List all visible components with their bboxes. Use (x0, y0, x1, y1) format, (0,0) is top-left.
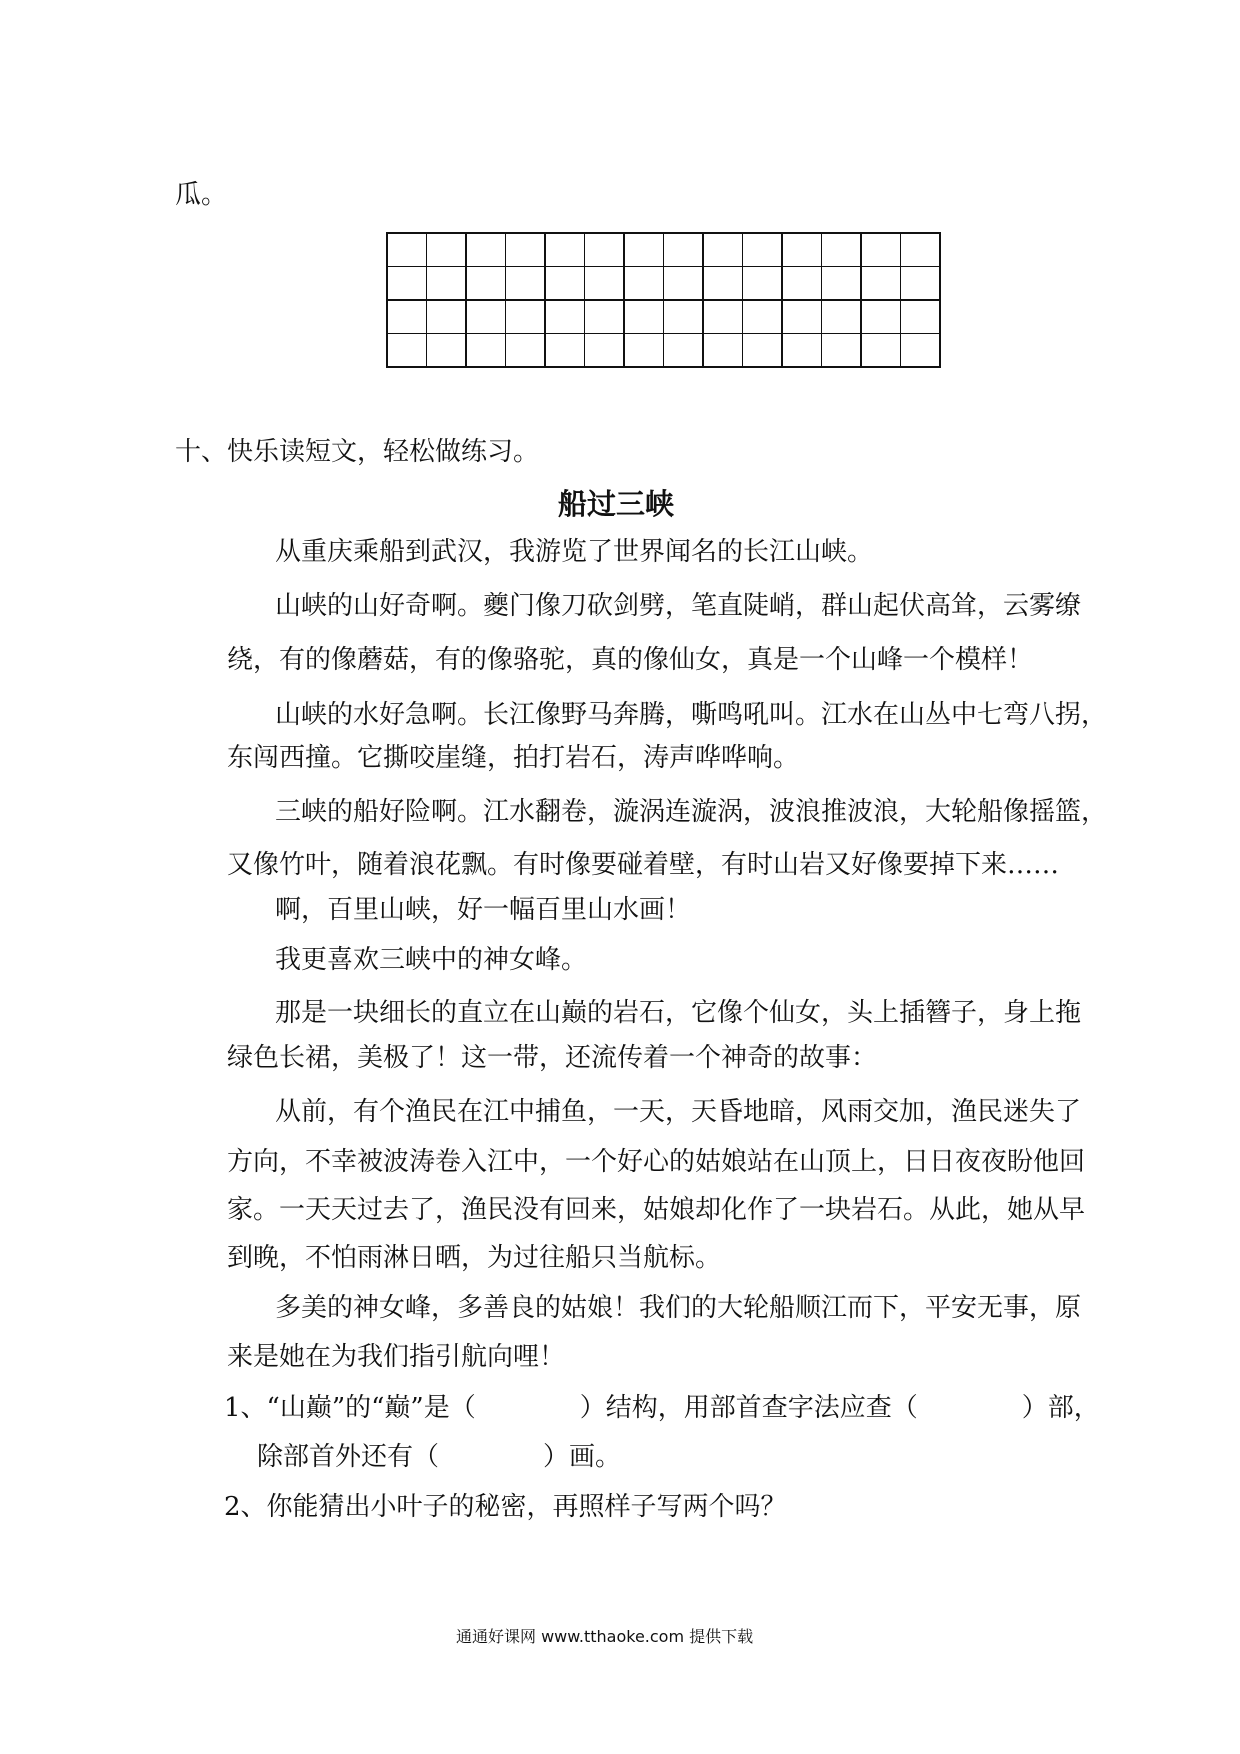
article-line: 家。一天天过去了，渔民没有回来，姑娘却化作了一块岩石。从此，她从早 (227, 1195, 1086, 1225)
article-title: 船过三峡 (558, 487, 675, 521)
grid-cell (427, 300, 467, 334)
grid-cell (506, 267, 546, 301)
article-line: 东闯西撞。它撕咬崖缝，拍打岩石，涛声哗哗响。 (227, 743, 800, 773)
grid-cell (427, 334, 467, 368)
grid-cell (703, 300, 743, 334)
grid-cell (861, 334, 901, 368)
grid-cell (664, 334, 704, 368)
grid-cell (585, 300, 625, 334)
grid-cell (506, 300, 546, 334)
article-line: 绿色长裙，美极了！这一带，还流传着一个神奇的故事： (227, 1043, 878, 1073)
grid-cell (466, 334, 506, 368)
grid-cell (901, 334, 941, 368)
article-line: 多美的神女峰，多善良的姑娘！我们的大轮船顺江而下，平安无事，原 (275, 1293, 1082, 1323)
grid-cell (624, 267, 664, 301)
grid-cell (901, 300, 941, 334)
grid-cell (743, 334, 783, 368)
writing-grid (386, 232, 941, 368)
grid-cell (585, 334, 625, 368)
grid-cell (624, 300, 664, 334)
grid-cell (822, 233, 862, 267)
grid-cell (822, 334, 862, 368)
article-line: 山峡的水好急啊。长江像野马奔腾，嘶鸣吼叫。江水在山丛中七弯八拐， (275, 700, 1108, 730)
grid-cell (782, 267, 822, 301)
grid-cell (545, 267, 585, 301)
grid-cell (822, 300, 862, 334)
grid-row (387, 334, 940, 368)
article-line: 啊，百里山峡，好一幅百里山水画！ (275, 895, 692, 925)
grid-cell (743, 300, 783, 334)
article-line: 又像竹叶，随着浪花飘。有时像要碰着壁，有时山岩又好像要掉下来…… (227, 850, 1060, 880)
grid-cell (624, 334, 664, 368)
grid-cell (545, 233, 585, 267)
grid-cell (901, 267, 941, 301)
article-line: 绕，有的像蘑菇，有的像骆驼，真的像仙女，真是一个山峰一个模样！ (227, 645, 1034, 675)
grid-cell (387, 300, 427, 334)
grid-cell (387, 267, 427, 301)
grid-cell (387, 233, 427, 267)
question-1-line-2: 除部首外还有（ ）画。 (257, 1442, 622, 1472)
grid-cell (782, 334, 822, 368)
top-fragment: 瓜。 (175, 180, 228, 210)
grid-cell (624, 233, 664, 267)
grid-cell (387, 334, 427, 368)
grid-row (387, 233, 940, 267)
grid-cell (782, 233, 822, 267)
grid-row (387, 267, 940, 301)
article-line: 从前，有个渔民在江中捕鱼，一天，天昏地暗，风雨交加，渔民迷失了 (275, 1097, 1082, 1127)
article-line: 来是她在为我们指引航向哩！ (227, 1342, 566, 1372)
grid-cell (545, 334, 585, 368)
grid-cell (664, 233, 704, 267)
grid-cell (782, 300, 822, 334)
article-line: 方向，不幸被波涛卷入江中，一个好心的姑娘站在山顶上，日日夜夜盼他回 (227, 1147, 1086, 1177)
article-line: 那是一块细长的直立在山巅的岩石，它像个仙女，头上插簪子，身上拖 (275, 998, 1082, 1028)
grid-cell (545, 300, 585, 334)
grid-cell (585, 233, 625, 267)
grid-row (387, 300, 940, 334)
grid-cell (664, 300, 704, 334)
grid-cell (703, 267, 743, 301)
grid-cell (427, 267, 467, 301)
grid-cell (664, 267, 704, 301)
article-line: 到晚，不怕雨淋日晒，为过往船只当航标。 (227, 1243, 722, 1273)
article-line: 三峡的船好险啊。江水翻卷，漩涡连漩涡，波浪推波浪，大轮船像摇篮， (275, 797, 1108, 827)
article-line: 山峡的山好奇啊。夔门像刀砍剑劈，笔直陡峭，群山起伏高耸，云雾缭 (275, 591, 1082, 621)
footer-credit: 通通好课网 www.tthaoke.com 提供下载 (456, 1627, 754, 1646)
grid-cell (466, 300, 506, 334)
grid-cell (743, 233, 783, 267)
grid-cell (466, 233, 506, 267)
grid-cell (703, 233, 743, 267)
grid-cell (901, 233, 941, 267)
question-2: 2、你能猜出小叶子的秘密，再照样子写两个吗？ (224, 1492, 787, 1522)
grid-cell (506, 334, 546, 368)
article-line: 从重庆乘船到武汉，我游览了世界闻名的长江山峡。 (275, 537, 874, 567)
grid-cell (466, 267, 506, 301)
grid-cell (861, 267, 901, 301)
grid-cell (703, 334, 743, 368)
section-heading: 十、快乐读短文，轻松做练习。 (175, 437, 540, 467)
grid-cell (506, 233, 546, 267)
question-1-line-1: 1、“山巅”的“巅”是（ ）结构，用部首查字法应查（ ）部， (224, 1393, 1100, 1423)
grid-cell (822, 267, 862, 301)
article-line: 我更喜欢三峡中的神女峰。 (275, 945, 588, 975)
grid-cell (585, 267, 625, 301)
grid-cell (743, 267, 783, 301)
grid-cell (861, 233, 901, 267)
grid-cell (861, 300, 901, 334)
grid-cell (427, 233, 467, 267)
